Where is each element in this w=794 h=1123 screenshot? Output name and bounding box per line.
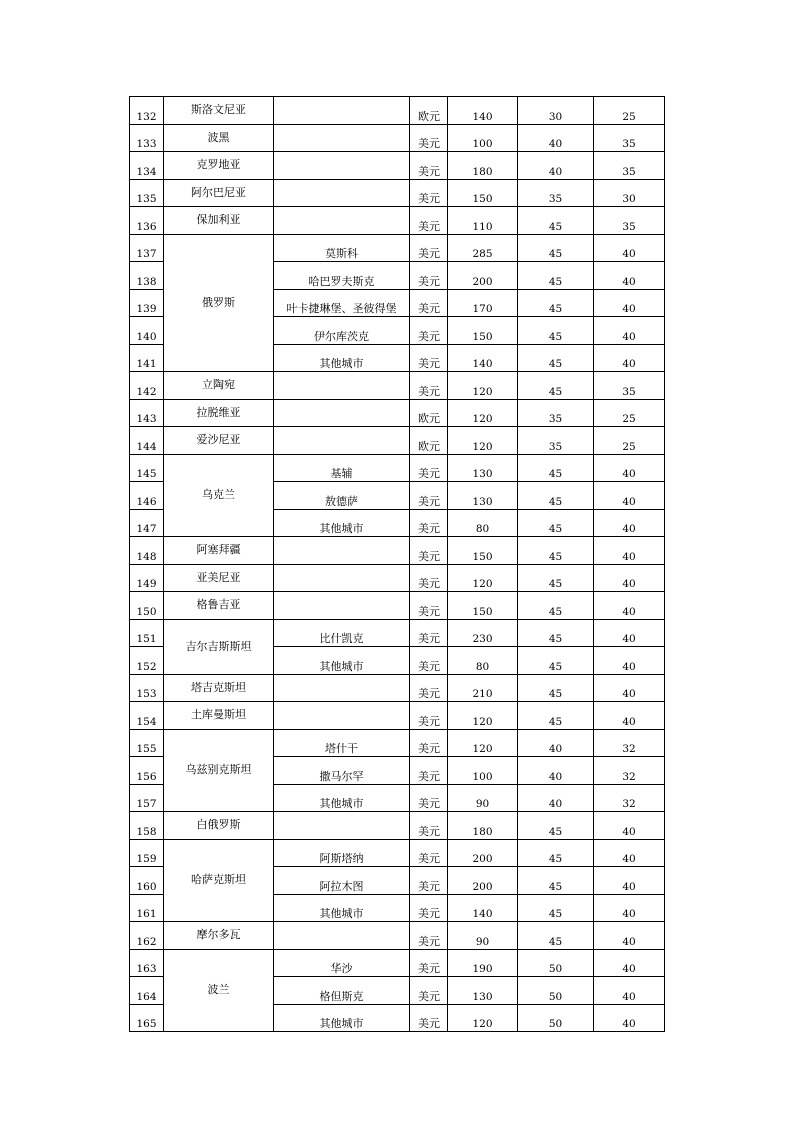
table-row [130,372,665,400]
city-cell: 比什凯克 [274,619,410,647]
city-cell: 其他城市 [274,344,410,372]
row-number: 137 [130,234,164,262]
table-row [130,729,665,757]
city-cell: 其他城市 [274,509,410,537]
city-cell [274,124,410,152]
currency-cell: 美元 [410,234,448,262]
meal-value: 45 [518,894,594,922]
row-number: 164 [130,977,164,1005]
misc-value: 35 [594,372,665,400]
city-cell [274,674,410,702]
misc-value: 40 [594,1004,665,1032]
currency-cell: 美元 [410,867,448,895]
lodging-value: 110 [448,207,518,235]
lodging-value: 80 [448,509,518,537]
city-cell: 伊尔库茨克 [274,317,410,345]
table-row [130,97,665,125]
meal-value: 45 [518,317,594,345]
row-number: 138 [130,262,164,290]
lodging-value: 285 [448,234,518,262]
row-number: 156 [130,757,164,785]
lodging-value: 170 [448,289,518,317]
misc-value: 40 [594,949,665,977]
city-cell: 其他城市 [274,1004,410,1032]
country-cell: 白俄罗斯 [164,812,274,840]
row-number: 146 [130,482,164,510]
row-number: 136 [130,207,164,235]
misc-value: 40 [594,867,665,895]
lodging-value: 120 [448,564,518,592]
currency-cell: 美元 [410,179,448,207]
row-number: 134 [130,152,164,180]
lodging-value: 120 [448,399,518,427]
lodging-value: 130 [448,454,518,482]
row-number: 151 [130,619,164,647]
table-row [130,537,665,565]
lodging-value: 130 [448,977,518,1005]
currency-cell: 美元 [410,922,448,950]
row-number: 135 [130,179,164,207]
meal-value: 30 [518,97,594,125]
city-cell [274,427,410,455]
country-cell: 俄罗斯 [164,234,274,372]
misc-value: 35 [594,207,665,235]
city-cell [274,592,410,620]
table-row [130,839,665,867]
misc-value: 25 [594,427,665,455]
currency-cell: 美元 [410,152,448,180]
row-number: 155 [130,729,164,757]
currency-cell: 美元 [410,674,448,702]
misc-value: 40 [594,977,665,1005]
city-cell [274,812,410,840]
city-cell: 撒马尔罕 [274,757,410,785]
meal-value: 40 [518,757,594,785]
country-cell: 克罗地亚 [164,152,274,180]
city-cell [274,372,410,400]
lodging-value: 120 [448,427,518,455]
meal-value: 45 [518,592,594,620]
misc-value: 40 [594,289,665,317]
currency-cell: 美元 [410,537,448,565]
misc-value: 40 [594,482,665,510]
misc-value: 40 [594,454,665,482]
currency-cell: 美元 [410,344,448,372]
meal-value: 45 [518,702,594,730]
table-row [130,179,665,207]
misc-value: 40 [594,564,665,592]
meal-value: 35 [518,399,594,427]
country-cell: 斯洛文尼亚 [164,97,274,125]
table-row [130,427,665,455]
row-number: 140 [130,317,164,345]
row-number: 161 [130,894,164,922]
row-number: 154 [130,702,164,730]
meal-value: 45 [518,537,594,565]
currency-cell: 美元 [410,1004,448,1032]
meal-value: 45 [518,619,594,647]
meal-value: 40 [518,729,594,757]
country-cell: 吉尔吉斯斯坦 [164,619,274,674]
lodging-value: 150 [448,317,518,345]
city-cell: 塔什干 [274,729,410,757]
city-cell [274,97,410,125]
currency-cell: 美元 [410,482,448,510]
misc-value: 40 [594,592,665,620]
country-cell: 亚美尼亚 [164,564,274,592]
city-cell [274,179,410,207]
city-cell: 哈巴罗夫斯克 [274,262,410,290]
row-number: 143 [130,399,164,427]
city-cell: 格但斯克 [274,977,410,1005]
country-cell: 阿塞拜疆 [164,537,274,565]
lodging-value: 80 [448,647,518,675]
row-number: 132 [130,97,164,125]
currency-cell: 美元 [410,124,448,152]
table-row [130,234,665,262]
lodging-value: 120 [448,729,518,757]
meal-value: 45 [518,289,594,317]
meal-value: 45 [518,812,594,840]
misc-value: 40 [594,344,665,372]
country-cell: 格鲁吉亚 [164,592,274,620]
table-row [130,399,665,427]
city-cell: 敖德萨 [274,482,410,510]
table-row [130,592,665,620]
misc-value: 30 [594,179,665,207]
row-number: 149 [130,564,164,592]
table-row [130,812,665,840]
row-number: 159 [130,839,164,867]
table-row [130,454,665,482]
country-cell: 拉脱维亚 [164,399,274,427]
meal-value: 45 [518,482,594,510]
standards-table [129,96,665,1032]
country-cell: 爱沙尼亚 [164,427,274,455]
lodging-value: 120 [448,372,518,400]
city-cell: 阿斯塔纳 [274,839,410,867]
meal-value: 40 [518,784,594,812]
meal-value: 45 [518,454,594,482]
currency-cell: 美元 [410,977,448,1005]
currency-cell: 美元 [410,207,448,235]
table-row [130,674,665,702]
city-cell: 其他城市 [274,784,410,812]
misc-value: 40 [594,619,665,647]
currency-cell: 美元 [410,509,448,537]
country-cell: 乌克兰 [164,454,274,537]
row-number: 160 [130,867,164,895]
lodging-value: 90 [448,922,518,950]
meal-value: 45 [518,262,594,290]
lodging-value: 130 [448,482,518,510]
lodging-value: 90 [448,784,518,812]
currency-cell: 欧元 [410,97,448,125]
meal-value: 40 [518,152,594,180]
row-number: 153 [130,674,164,702]
row-number: 162 [130,922,164,950]
currency-cell: 美元 [410,372,448,400]
lodging-value: 100 [448,757,518,785]
table-row [130,702,665,730]
misc-value: 40 [594,894,665,922]
lodging-value: 150 [448,537,518,565]
city-cell [274,702,410,730]
currency-cell: 美元 [410,839,448,867]
meal-value: 45 [518,839,594,867]
city-cell: 其他城市 [274,647,410,675]
table-row [130,619,665,647]
city-cell: 莫斯科 [274,234,410,262]
currency-cell: 美元 [410,949,448,977]
currency-cell: 美元 [410,454,448,482]
lodging-value: 230 [448,619,518,647]
city-cell: 其他城市 [274,894,410,922]
row-number: 139 [130,289,164,317]
meal-value: 45 [518,509,594,537]
row-number: 148 [130,537,164,565]
row-number: 165 [130,1004,164,1032]
table-row [130,124,665,152]
currency-cell: 美元 [410,729,448,757]
currency-cell: 美元 [410,262,448,290]
table-row [130,152,665,180]
currency-cell: 美元 [410,619,448,647]
lodging-value: 200 [448,839,518,867]
lodging-value: 100 [448,124,518,152]
meal-value: 45 [518,372,594,400]
country-cell: 土库曼斯坦 [164,702,274,730]
currency-cell: 欧元 [410,399,448,427]
meal-value: 45 [518,647,594,675]
city-cell [274,564,410,592]
misc-value: 35 [594,124,665,152]
meal-value: 45 [518,207,594,235]
table-row [130,207,665,235]
lodging-value: 120 [448,1004,518,1032]
country-cell: 哈萨克斯坦 [164,839,274,922]
currency-cell: 美元 [410,784,448,812]
currency-cell: 美元 [410,317,448,345]
misc-value: 40 [594,262,665,290]
lodging-value: 140 [448,344,518,372]
table-row [130,564,665,592]
row-number: 157 [130,784,164,812]
misc-value: 40 [594,234,665,262]
misc-value: 25 [594,399,665,427]
country-cell: 保加利亚 [164,207,274,235]
city-cell: 基辅 [274,454,410,482]
meal-value: 50 [518,1004,594,1032]
meal-value: 45 [518,674,594,702]
misc-value: 40 [594,702,665,730]
row-number: 142 [130,372,164,400]
misc-value: 35 [594,152,665,180]
lodging-value: 150 [448,592,518,620]
country-cell: 摩尔多瓦 [164,922,274,950]
city-cell [274,537,410,565]
misc-value: 32 [594,784,665,812]
misc-value: 40 [594,839,665,867]
city-cell: 叶卡捷琳堡、圣彼得堡 [274,289,410,317]
country-cell: 立陶宛 [164,372,274,400]
currency-cell: 欧元 [410,427,448,455]
row-number: 147 [130,509,164,537]
lodging-value: 140 [448,97,518,125]
currency-cell: 美元 [410,812,448,840]
currency-cell: 美元 [410,647,448,675]
currency-cell: 美元 [410,564,448,592]
lodging-value: 200 [448,262,518,290]
lodging-value: 180 [448,812,518,840]
country-cell: 阿尔巴尼亚 [164,179,274,207]
meal-value: 45 [518,344,594,372]
table-row [130,922,665,950]
meal-value: 40 [518,124,594,152]
meal-value: 45 [518,234,594,262]
row-number: 150 [130,592,164,620]
meal-value: 45 [518,867,594,895]
meal-value: 35 [518,427,594,455]
misc-value: 32 [594,729,665,757]
misc-value: 40 [594,812,665,840]
misc-value: 32 [594,757,665,785]
misc-value: 40 [594,509,665,537]
table-body [130,97,665,1032]
misc-value: 40 [594,922,665,950]
misc-value: 40 [594,674,665,702]
misc-value: 40 [594,317,665,345]
city-cell [274,152,410,180]
currency-cell: 美元 [410,894,448,922]
country-cell: 塔吉克斯坦 [164,674,274,702]
currency-cell: 美元 [410,702,448,730]
row-number: 144 [130,427,164,455]
lodging-value: 120 [448,702,518,730]
currency-cell: 美元 [410,757,448,785]
country-cell: 波兰 [164,949,274,1032]
misc-value: 25 [594,97,665,125]
country-cell: 乌兹别克斯坦 [164,729,274,812]
row-number: 141 [130,344,164,372]
lodging-value: 180 [448,152,518,180]
row-number: 133 [130,124,164,152]
city-cell [274,399,410,427]
lodging-value: 140 [448,894,518,922]
row-number: 158 [130,812,164,840]
meal-value: 50 [518,977,594,1005]
meal-value: 35 [518,179,594,207]
table-row [130,949,665,977]
currency-cell: 美元 [410,592,448,620]
lodging-value: 210 [448,674,518,702]
misc-value: 40 [594,647,665,675]
meal-value: 50 [518,949,594,977]
lodging-value: 190 [448,949,518,977]
row-number: 163 [130,949,164,977]
row-number: 145 [130,454,164,482]
meal-value: 45 [518,564,594,592]
city-cell [274,922,410,950]
lodging-value: 150 [448,179,518,207]
currency-cell: 美元 [410,289,448,317]
city-cell: 华沙 [274,949,410,977]
country-cell: 波黑 [164,124,274,152]
lodging-value: 200 [448,867,518,895]
city-cell [274,207,410,235]
misc-value: 40 [594,537,665,565]
city-cell: 阿拉木图 [274,867,410,895]
row-number: 152 [130,647,164,675]
meal-value: 45 [518,922,594,950]
